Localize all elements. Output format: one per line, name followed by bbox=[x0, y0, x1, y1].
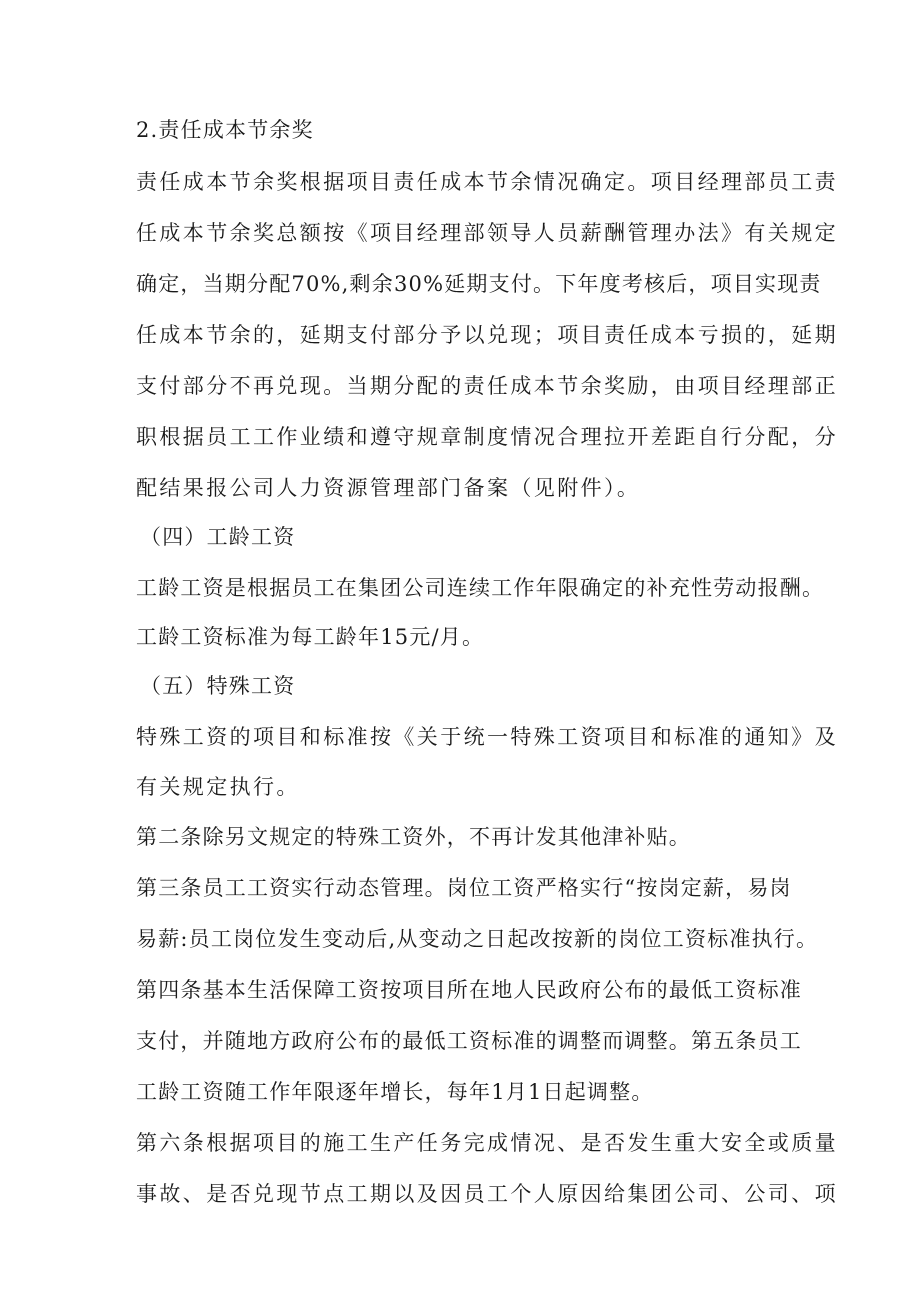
section-heading-seniority-pay: （四）工龄工资 bbox=[140, 525, 296, 549]
paragraph-line: 工龄工资随工作年限逐年增长，每年1月1日起调整。 bbox=[136, 1080, 654, 1104]
paragraph-line: 确定，当期分配70%,剩余30%延期支付。下年度考核后，项目实现责 bbox=[136, 272, 822, 296]
paragraph-line: 事故、是否兑现节点工期以及因员工个人原因给集团公司、公司、项 bbox=[136, 1182, 838, 1206]
article-line: 第三条员工工资实行动态管理。岗位工资严格实行“按岗定薪，易岗 bbox=[136, 876, 792, 900]
paragraph-line: 支付部分不再兑现。当期分配的责任成本节余奖励，由项目经理部正 bbox=[136, 374, 838, 398]
section-heading-responsibility-cost-bonus: 2.责任成本节余奖 bbox=[136, 118, 314, 142]
paragraph-line: 易薪:员工岗位发生变动后,从变动之日起改按新的岗位工资标准执行。 bbox=[136, 927, 819, 951]
paragraph-line: 责任成本节余奖根据项目责任成本节余情况确定。项目经理部员工责 bbox=[136, 170, 838, 194]
paragraph-line: 职根据员工工作业绩和遵守规章制度情况合理拉开差距自行分配，分 bbox=[136, 425, 838, 449]
paragraph-line: 任成本节余奖总额按《项目经理部领导人员薪酬管理办法》有关规定 bbox=[136, 221, 838, 245]
section-heading-special-pay: （五）特殊工资 bbox=[140, 674, 296, 698]
article-line: 第二条除另文规定的特殊工资外，不再计发其他津补贴。 bbox=[136, 825, 691, 849]
paragraph-line: 特殊工资的项目和标准按《关于统一特殊工资项目和标准的通知》及 bbox=[136, 725, 838, 749]
article-line: 第四条基本生活保障工资按项目所在地人民政府公布的最低工资标准 bbox=[136, 978, 802, 1002]
paragraph-line: 任成本节余的，延期支付部分予以兑现；项目责任成本亏损的，延期 bbox=[136, 323, 838, 347]
paragraph-line: 工龄工资标准为每工龄年15元/月。 bbox=[136, 625, 485, 649]
paragraph-line: 支付，并随地方政府公布的最低工资标准的调整而调整。第五条员工 bbox=[136, 1029, 802, 1053]
article-line: 第六条根据项目的施工生产任务完成情况、是否发生重大安全或质量 bbox=[136, 1131, 838, 1155]
paragraph-line: 有关规定执行。 bbox=[136, 775, 300, 799]
paragraph-line: 配结果报公司人力资源管理部门备案（见附件）。 bbox=[136, 476, 641, 500]
paragraph-line: 工龄工资是根据员工在集团公司连续工作年限确定的补充性劳动报酬。 bbox=[136, 576, 825, 600]
